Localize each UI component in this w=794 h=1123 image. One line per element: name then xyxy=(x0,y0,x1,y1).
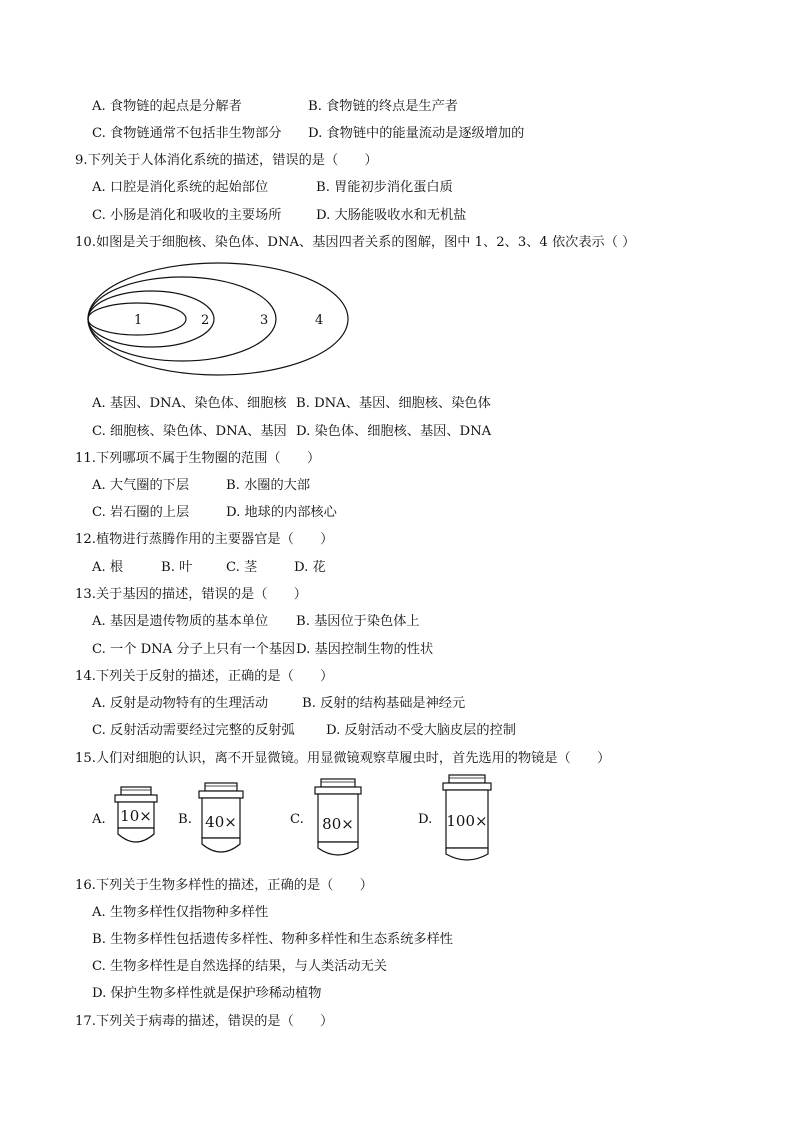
q10-option-c: C. 细胞核、染色体、DNA、基因 xyxy=(92,424,287,439)
ellipse-label-1: 1 xyxy=(134,313,143,328)
q10-option-b: B. DNA、基因、细胞核、染色体 xyxy=(296,396,491,411)
q16-option-d: D. 保护生物多样性就是保护珍稀动植物 xyxy=(92,986,322,1001)
ellipse-2 xyxy=(88,291,214,347)
objective-lens-b-icon xyxy=(196,780,246,860)
lens-a-magnification: 10× xyxy=(120,807,152,825)
q14-stem: 14.下列关于反射的描述，正确的是（ ） xyxy=(75,669,334,684)
q10-stem: 10.如图是关于细胞核、染色体、DNA、基因四者关系的图解，图中 1、2、3、4 依次表示（ ） xyxy=(75,235,636,250)
q12-stem: 12.植物进行蒸腾作用的主要器官是（ ） xyxy=(75,532,334,547)
q8-option-a: A. 食物链的起点是分解者 xyxy=(92,99,242,114)
lens-c-magnification: 80× xyxy=(322,815,354,833)
q13-option-a: A. 基因是遗传物质的基本单位 xyxy=(92,614,269,629)
objective-lens-a-icon xyxy=(112,784,160,852)
q9-option-d: D. 大肠能吸收水和无机盐 xyxy=(316,208,467,223)
q12-option-c: C. 茎 xyxy=(226,560,258,575)
lens-d-magnification: 100× xyxy=(446,812,488,830)
q9-option-b: B. 胃能初步消化蛋白质 xyxy=(316,180,453,195)
q16-option-c: C. 生物多样性是自然选择的结果，与人类活动无关 xyxy=(92,959,387,974)
lens-b-magnification: 40× xyxy=(205,813,237,831)
q9-option-a: A. 口腔是消化系统的起始部位 xyxy=(92,180,269,195)
q11-option-d: D. 地球的内部核心 xyxy=(226,505,337,520)
q13-option-b: B. 基因位于染色体上 xyxy=(296,614,420,629)
q15-option-c-letter: C. xyxy=(290,812,304,827)
q10-option-a: A. 基因、DNA、染色体、细胞核 xyxy=(92,396,287,411)
q13-option-c: C. 一个 DNA 分子上只有一个基因 xyxy=(92,642,296,657)
q14-option-b: B. 反射的结构基础是神经元 xyxy=(302,696,466,711)
q14-option-c: C. 反射活动需要经过完整的反射弧 xyxy=(92,723,295,738)
nested-ellipses-diagram xyxy=(84,260,354,380)
q9-stem: 9.下列关于人体消化系统的描述，错误的是（ ） xyxy=(75,153,378,168)
q14-option-a: A. 反射是动物特有的生理活动 xyxy=(92,696,269,711)
q11-option-a: A. 大气圈的下层 xyxy=(92,478,190,493)
ellipse-label-4: 4 xyxy=(315,313,324,328)
q15-option-d-letter: D. xyxy=(418,812,433,827)
q16-option-a: A. 生物多样性仅指物种多样性 xyxy=(92,905,269,920)
q11-stem: 11.下列哪项不属于生物圈的范围（ ） xyxy=(75,451,321,466)
ellipse-3 xyxy=(88,277,276,361)
q14-option-d: D. 反射活动不受大脑皮层的控制 xyxy=(326,723,516,738)
q13-option-d: D. 基因控制生物的性状 xyxy=(296,642,434,657)
objective-lens-c-icon xyxy=(312,776,364,862)
q12-option-d: D. 花 xyxy=(294,560,326,575)
q13-stem: 13.关于基因的描述，错误的是（ ） xyxy=(75,587,307,602)
objective-lens-d-icon xyxy=(440,772,494,866)
q8-option-c: C. 食物链通常不包括非生物部分 xyxy=(92,126,282,141)
q15-stem: 15.人们对细胞的认识，离不开显微镜。用显微镜观察草履虫时，首先选用的物镜是（ ） xyxy=(75,751,611,766)
q11-option-c: C. 岩石圈的上层 xyxy=(92,505,190,520)
ellipse-label-3: 3 xyxy=(260,313,269,328)
q10-option-d: D. 染色体、细胞核、基因、DNA xyxy=(296,424,492,439)
q9-option-c: C. 小肠是消化和吸收的主要场所 xyxy=(92,208,282,223)
ellipse-label-2: 2 xyxy=(201,313,210,328)
q12-option-b: B. 叶 xyxy=(161,560,193,575)
q8-option-d: D. 食物链中的能量流动是逐级增加的 xyxy=(308,126,525,141)
q12-option-a: A. 根 xyxy=(92,560,124,575)
q15-option-b-letter: B. xyxy=(178,812,192,827)
q15-option-a-letter: A. xyxy=(92,812,106,827)
q16-stem: 16.下列关于生物多样性的描述，正确的是（ ） xyxy=(75,878,373,893)
q16-option-b: B. 生物多样性包括遗传多样性、物种多样性和生态系统多样性 xyxy=(92,932,453,947)
q8-option-b: B. 食物链的终点是生产者 xyxy=(308,99,458,114)
q11-option-b: B. 水圈的大部 xyxy=(226,478,311,493)
q17-stem: 17.下列关于病毒的描述，错误的是（ ） xyxy=(75,1014,334,1029)
